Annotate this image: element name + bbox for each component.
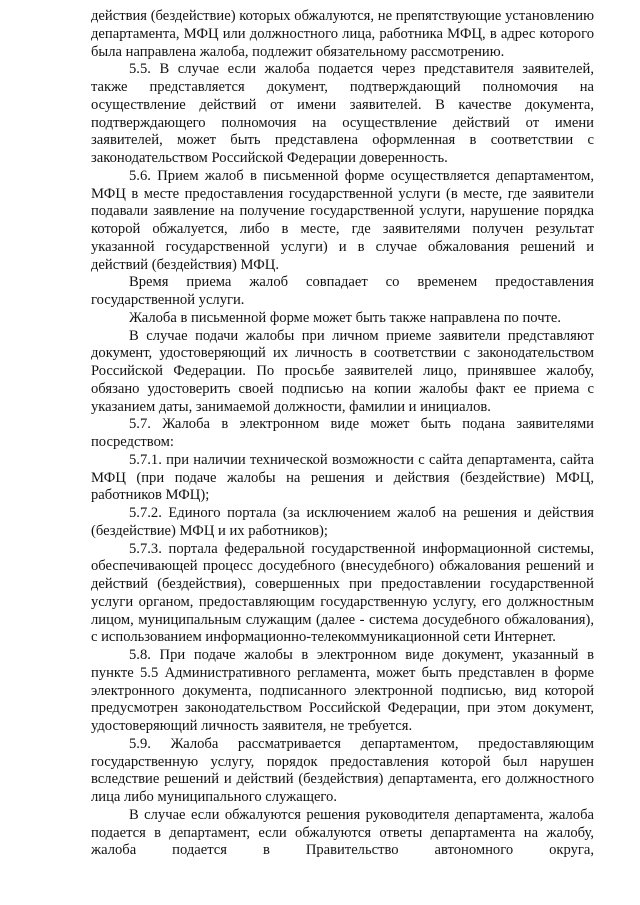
document-page [91, 8, 594, 860]
paragraph-5-7-1: 5.7.1. при наличии технической возможности с сайта департамента, сайта МФЦ (при подаче жалобы на решения и действия (бездействие) МФЦ, работников МФЦ); [91, 451, 594, 504]
paragraph-head-complaint: В случае если обжалуются решения руководителя департамента, жалоба подается в департамент, если обжалуются ответы департамента на жалобу, жалоба подается в Правительство автономного округа, [91, 806, 594, 859]
paragraph-5-7-3: 5.7.3. портала федеральной государственной информационной системы, обеспечивающей процесс досудебного (внесудебного) обжалования решений и действий (бездействия), совершенных при предоставлении государственной услуги органом, предоставляющим государственную услугу, его должностным лицом, муниципальным служащим (далее - система досудебного обжалования), с использованием информационно-телекоммуникационной сети Интернет. [91, 540, 594, 646]
paragraph-continuation: действия (бездействие) которых обжалуются, не препятствующие установлению департамента, МФЦ или должностного лица, работника МФЦ, в адрес которого была направлена жалоба, подлежит обязательному рассмотрению. [91, 8, 594, 60]
paragraph-postal: Жалоба в письменной форме может быть также направлена по почте. [129, 309, 562, 326]
paragraph-5-8: 5.8. При подаче жалобы в электронном виде документ, указанный в пункте 5.5 Административного регламента, может быть представлен в форме электронного документа, подписанного электронной подписью, вид которой предусмотрен законодательством Российской Федерации, при этом документ, удостоверяющий личность заявителя, не требуется. [91, 647, 594, 734]
paragraph-5-5: 5.5. В случае если жалоба подается через представителя заявителей, также представляется документ, подтверждающий полномочия на осуществление действий от имени заявителей. В качестве документа, подтверждающего полномочия на осуществление действий от имени заявителей, может быть представлена оформленная в соответствии с законодательством Российской Федерации доверенность. [91, 61, 594, 166]
paragraph-5-7-2: 5.7.2. Единого портала (за исключением жалоб на решения и действия (бездействие) МФЦ и их работников); [91, 505, 594, 539]
paragraph-5-7: 5.7. Жалоба в электронном виде может быть подана заявителями посредством: [91, 416, 594, 450]
paragraph-5-6: 5.6. Прием жалоб в письменной форме осуществляется департаментом, МФЦ в месте предоставления государственной услуги (в месте, где заявители подавали заявление на получение государственной услуги, нарушение порядка которой обжалуется, либо в месте, где заявителями получен результат указанной государственной услуги) и в случае обжалования решений и действий (бездействия) МФЦ. [91, 167, 594, 273]
paragraph-reception-time: Время приема жалоб совпадает со временем предоставления государственной услуги. [91, 274, 594, 308]
paragraph-5-9: 5.9. Жалоба рассматривается департаментом, предоставляющим государственную услугу, порядок предоставления которой был нарушен вследствие решений и действий (бездействия) департамента, его должностного лица либо муниципального служащего. [91, 735, 594, 805]
paragraph-personal-reception: В случае подачи жалобы при личном приеме заявители представляют документ, удостоверяющий их личность в соответствии с законодательством Российской Федерации. По просьбе заявителей лицо, принявшее жалобу, обязано удостоверить своей подписью на копии жалобы факт ее приема с указанием даты, занимаемой должности, фамилии и инициалов. [91, 327, 594, 415]
